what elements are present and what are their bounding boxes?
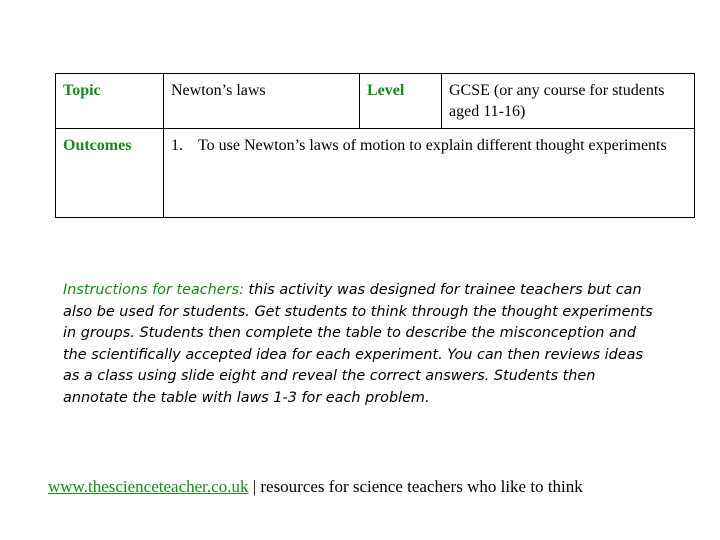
footer	[48, 476, 583, 498]
teacher-instructions	[63, 280, 657, 410]
instructions-lead: Instructions for teachers:	[63, 282, 244, 298]
footer-tagline: | resources for science teachers who like to think	[252, 477, 583, 496]
topic-value: Newton’s laws	[171, 82, 266, 99]
lesson-info-table	[55, 73, 695, 218]
outcomes-label-cell	[56, 129, 164, 218]
level-value: GCSE (or any course for students aged 11-16)	[449, 82, 665, 120]
instructions-body: this activity was designed for trainee teachers but can also be used for students. Get students to think through the thought experiments in groups. Students then complete the table to describe the misconception and the scientifically accepted idea for each experiment. You can then reviews ideas as a class using slide eight and reveal the correct answers. Students then annotate the table with laws 1-3 for each problem.	[63, 282, 653, 406]
website-link[interactable]: www.thescienceteacher.co.uk	[48, 477, 249, 496]
topic-label-cell	[56, 74, 164, 129]
outcome-number: 1.	[171, 137, 183, 154]
topic-label: Topic	[63, 82, 101, 99]
outcome-text: To use Newton’s laws of motion to explain different thought experiments	[198, 137, 667, 154]
outcomes-list	[171, 135, 687, 156]
outcomes-value-cell	[164, 129, 695, 218]
level-label-cell	[360, 74, 442, 129]
list-item	[171, 135, 687, 156]
topic-value-cell	[164, 74, 360, 129]
level-value-cell	[442, 74, 695, 129]
table-row-topic-level	[56, 74, 695, 129]
level-label: Level	[367, 82, 405, 99]
table-row-outcomes	[56, 129, 695, 218]
outcomes-label: Outcomes	[63, 137, 132, 154]
